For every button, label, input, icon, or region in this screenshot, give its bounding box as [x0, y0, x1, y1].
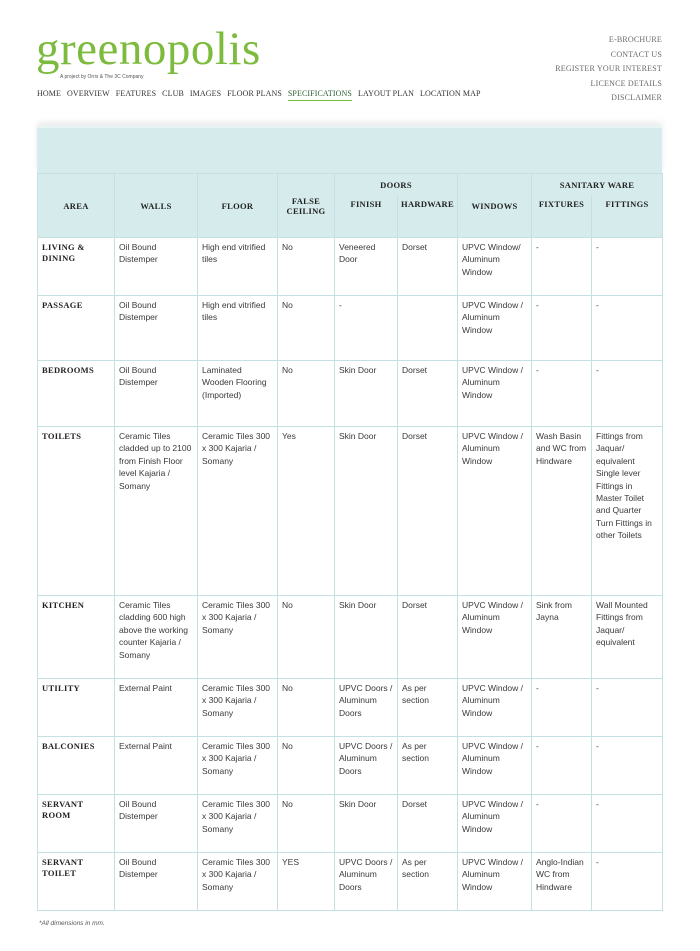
row-floor: Ceramic Tiles 300 x 300 Kajaria / Somany [198, 679, 278, 737]
row-walls: Oil Bound Distemper [115, 795, 198, 853]
row-fixtures: Wash Basin and WC from Hindware [532, 427, 592, 596]
row-windows: UPVC Window / Aluminum Window [458, 596, 532, 679]
row-windows: UPVC Window / Aluminum Window [458, 296, 532, 361]
row-windows: UPVC Window / Aluminum Window [458, 427, 532, 596]
link-disclaimer[interactable]: DISCLAIMER [611, 93, 662, 102]
main-nav [37, 89, 481, 101]
nav-location-map[interactable]: LOCATION MAP [419, 89, 481, 98]
nav-overview[interactable]: OVERVIEW [66, 89, 110, 98]
table-row [38, 361, 663, 427]
row-false-ceiling: YES [278, 853, 335, 911]
row-floor: Ceramic Tiles 300 x 300 Kajaria / Somany [198, 737, 278, 795]
link-licence-details[interactable]: LICENCE DETAILS [590, 78, 662, 88]
row-door-finish: Skin Door [335, 361, 398, 427]
row-door-hardware: As per section [398, 679, 458, 737]
row-false-ceiling: Yes [278, 427, 335, 596]
header-fixtures: FIXTURES [532, 196, 592, 238]
table-row [38, 853, 663, 911]
row-windows: UPVC Window / Aluminum Window [458, 795, 532, 853]
row-floor: High end vitrified tiles [198, 296, 278, 361]
row-fixtures: - [532, 296, 592, 361]
row-fittings: Wall Mounted Fittings from Jaquar/ equivalent [592, 596, 663, 679]
row-area: BALCONIES [38, 737, 115, 795]
row-windows: UPVC Window/ Aluminum Window [458, 238, 532, 296]
table-row [38, 737, 663, 795]
row-false-ceiling: No [278, 596, 335, 679]
brand-name: greenopolis [36, 23, 261, 75]
row-fittings: Fittings from Jaquar/ equivalent Single lever Fittings in Master Toilet and Quarter Turn Fittings in other Toilets [592, 427, 663, 596]
row-area: UTILITY [38, 679, 115, 737]
row-false-ceiling: No [278, 296, 335, 361]
row-walls: Ceramic Tiles cladded up to 2100 from Finish Floor level Kajaria / Somany [115, 427, 198, 596]
utility-links [555, 33, 662, 106]
row-false-ceiling: No [278, 737, 335, 795]
row-fixtures: - [532, 795, 592, 853]
row-area: LIVING & DINING [38, 238, 115, 296]
table-row [38, 679, 663, 737]
row-walls: External Paint [115, 679, 198, 737]
row-fittings: - [592, 737, 663, 795]
table-row [38, 238, 663, 296]
specifications-table [37, 173, 663, 911]
header-area: AREA [38, 174, 115, 238]
row-area: SERVANT ROOM [38, 795, 115, 853]
nav-club[interactable]: CLUB [162, 89, 184, 98]
row-area: KITCHEN [38, 596, 115, 679]
table-row [38, 427, 663, 596]
row-floor: Ceramic Tiles 300 x 300 Kajaria / Somany [198, 427, 278, 596]
header-finish: FINISH [335, 196, 398, 238]
header-false-ceiling: FALSE CEILING [278, 174, 335, 238]
dimensions-footnote: *All dimensions in mm. [39, 920, 105, 927]
row-door-finish: Skin Door [335, 427, 398, 596]
row-fittings: - [592, 238, 663, 296]
row-false-ceiling: No [278, 795, 335, 853]
table-row [38, 795, 663, 853]
row-door-hardware: Dorset [398, 596, 458, 679]
row-door-hardware: Dorset [398, 361, 458, 427]
nav-home[interactable]: HOME [37, 89, 61, 98]
header-sanitary-ware: SANITARY WARE [532, 174, 663, 196]
specifications-panel [37, 126, 662, 915]
row-fixtures: - [532, 737, 592, 795]
row-door-finish: UPVC Doors / Aluminum Doors [335, 679, 398, 737]
link-e-brochure[interactable]: E-BROCHURE [608, 35, 662, 44]
header-walls: WALLS [115, 174, 198, 238]
row-floor: Ceramic Tiles 300 x 300 Kajaria / Somany [198, 795, 278, 853]
link-contact-us[interactable]: CONTACT US [610, 49, 662, 59]
row-windows: UPVC Window / Aluminum Window [458, 737, 532, 795]
nav-layout-plan[interactable]: LAYOUT PLAN [357, 89, 414, 98]
header-windows: WINDOWS [458, 174, 532, 238]
row-fittings: - [592, 795, 663, 853]
row-area: TOILETS [38, 427, 115, 596]
row-windows: UPVC Window / Aluminum Window [458, 853, 532, 911]
row-floor: Ceramic Tiles 300 x 300 Kajaria / Somany [198, 853, 278, 911]
row-floor: Laminated Wooden Flooring (Imported) [198, 361, 278, 427]
row-door-finish: UPVC Doors / Aluminum Doors [335, 853, 398, 911]
row-door-finish: Skin Door [335, 596, 398, 679]
row-fixtures: - [532, 361, 592, 427]
row-door-hardware: Dorset [398, 238, 458, 296]
header-fittings: FITTINGS [592, 196, 663, 238]
nav-specifications[interactable]: SPECIFICATIONS [288, 89, 352, 101]
row-walls: Ceramic Tiles cladding 600 high above the working counter Kajaria / Somany [115, 596, 198, 679]
row-fixtures: Anglo-Indian WC from Hindware [532, 853, 592, 911]
row-fittings: - [592, 679, 663, 737]
row-door-hardware: As per section [398, 853, 458, 911]
link-register-interest[interactable]: REGISTER YOUR INTEREST [555, 64, 662, 73]
row-walls: External Paint [115, 737, 198, 795]
row-door-finish: UPVC Doors / Aluminum Doors [335, 737, 398, 795]
row-false-ceiling: No [278, 361, 335, 427]
row-false-ceiling: No [278, 238, 335, 296]
row-fittings: - [592, 296, 663, 361]
table-row [38, 296, 663, 361]
row-door-hardware: Dorset [398, 795, 458, 853]
row-fixtures: Sink from Jayna [532, 596, 592, 679]
row-door-hardware: Dorset [398, 427, 458, 596]
row-fittings: - [592, 853, 663, 911]
panel-header-band [37, 126, 662, 173]
row-door-finish: Skin Door [335, 795, 398, 853]
header-floor: FLOOR [198, 174, 278, 238]
row-fixtures: - [532, 238, 592, 296]
brand-tagline: A project by Orris & The 3C Company [60, 74, 144, 80]
nav-images[interactable]: IMAGES [189, 89, 222, 98]
row-area: SERVANT TOILET [38, 853, 115, 911]
row-walls: Oil Bound Distemper [115, 238, 198, 296]
row-door-finish: - [335, 296, 398, 361]
header-hardware: HARDWARE [398, 196, 458, 238]
row-floor: High end vitrified tiles [198, 238, 278, 296]
row-windows: UPVC Window / Aluminum Window [458, 679, 532, 737]
header-doors: DOORS [335, 174, 458, 196]
row-area: PASSAGE [38, 296, 115, 361]
brand-logo[interactable] [36, 23, 261, 80]
row-walls: Oil Bound Distemper [115, 296, 198, 361]
row-door-finish: Veneered Door [335, 238, 398, 296]
row-door-hardware [398, 296, 458, 361]
row-fixtures: - [532, 679, 592, 737]
nav-features[interactable]: FEATURES [115, 89, 157, 98]
nav-floor-plans[interactable]: FLOOR PLANS [227, 89, 282, 98]
row-fittings: - [592, 361, 663, 427]
row-walls: Oil Bound Distemper [115, 361, 198, 427]
row-walls: Oil Bound Distemper [115, 853, 198, 911]
row-windows: UPVC Window / Aluminum Window [458, 361, 532, 427]
row-door-hardware: As per section [398, 737, 458, 795]
table-row [38, 596, 663, 679]
row-floor: Ceramic Tiles 300 x 300 Kajaria / Somany [198, 596, 278, 679]
row-area: BEDROOMS [38, 361, 115, 427]
row-false-ceiling: No [278, 679, 335, 737]
